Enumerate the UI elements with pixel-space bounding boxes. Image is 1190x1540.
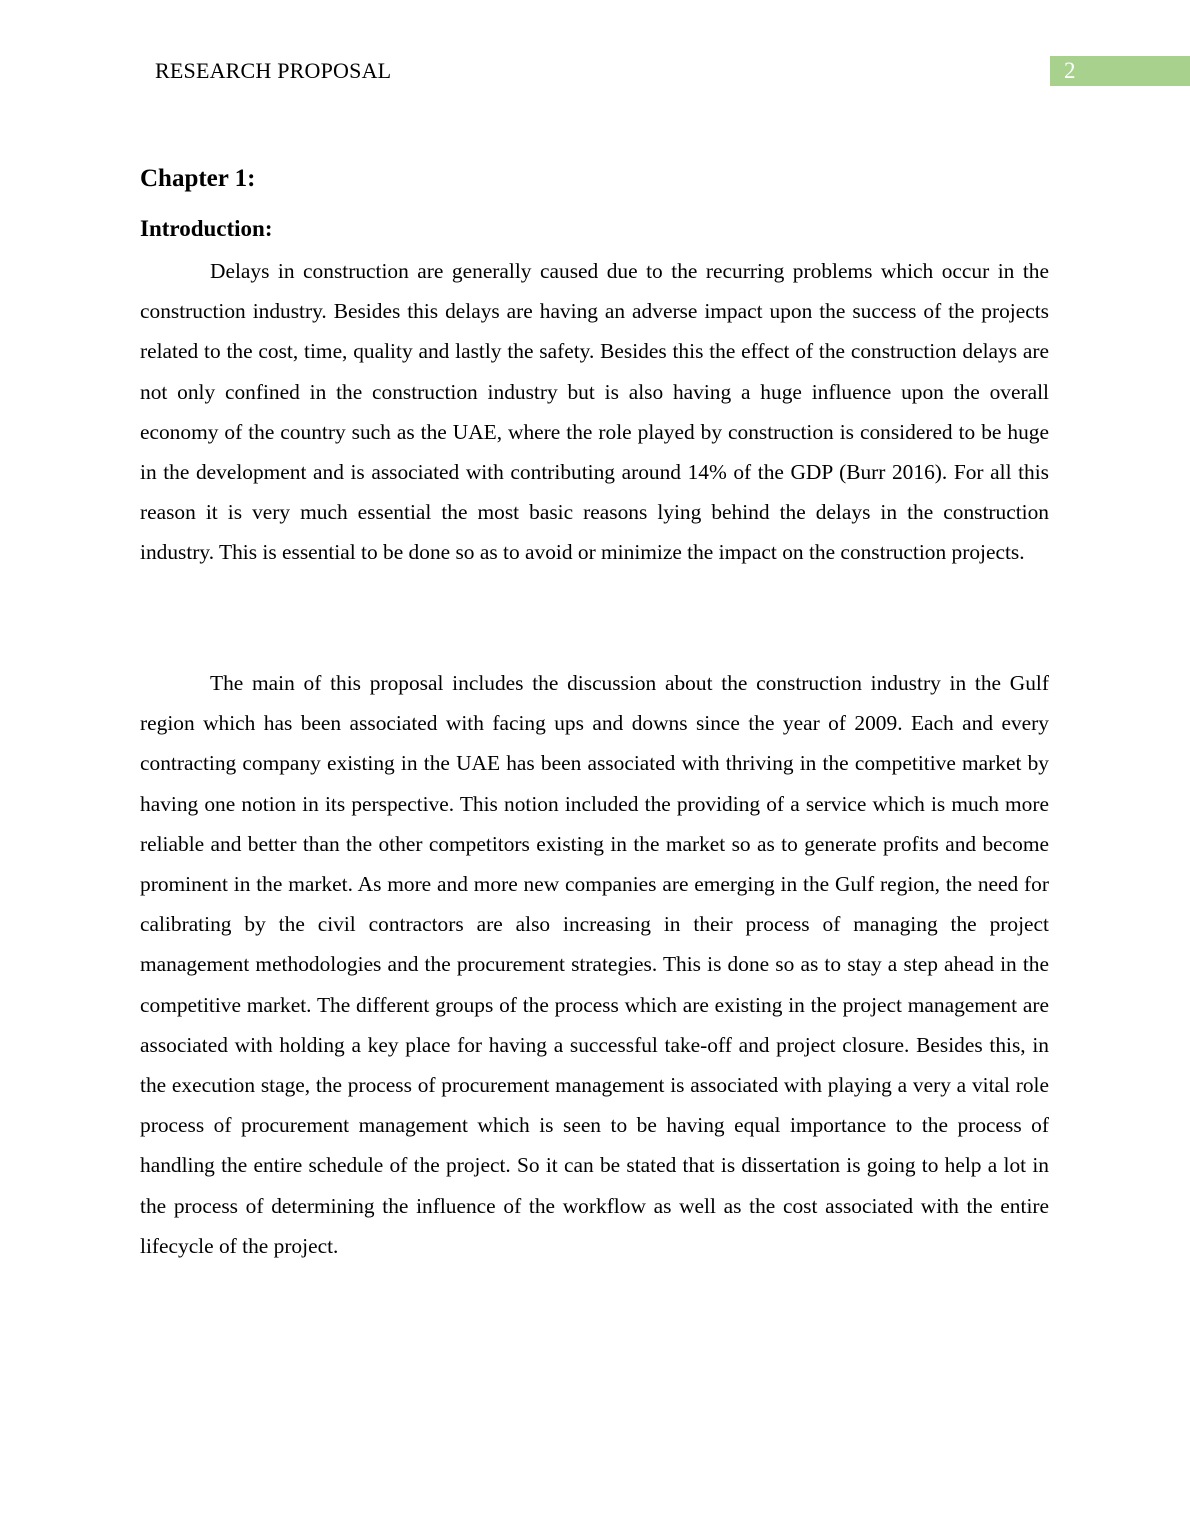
introduction-paragraph-2: The main of this proposal includes the discussion about the construction industry in the Gulf region which has been associated with facing ups and downs since the year of 2009. Each and every contracting company existing in the UAE has been associated with thriving in the competitive market by having one notion in its perspective. This notion included the providing of a service which is much more reliable and better than the other competitors existing in the market so as to generate profits and become prominent in the market. As more and more new companies are emerging in the Gulf region, the need for calibrating by the civil contractors are also increasing in their process of managing the project management methodologies and the procurement strategies. This is done so as to stay a step ahead in the competitive market. The different groups of the process which are existing in the project management are associated with holding a key place for having a successful take-off and project closure. Besides this, in the execution stage, the process of procurement management is associated with playing a very a vital role process of procurement management which is seen to be having equal importance to the process of handling the entire schedule of the project. So it can be stated that is dissertation is going to help a lot in the process of determining the influence of the workflow as well as the cost associated with the entire lifecycle of the project.	[140, 671, 1049, 1258]
section-title: Introduction:	[140, 216, 273, 241]
chapter-title: Chapter 1:	[140, 165, 256, 192]
page-number-box	[1050, 56, 1190, 86]
running-head: RESEARCH PROPOSAL	[155, 58, 392, 83]
introduction-paragraph-1: Delays in construction are generally caused due to the recurring problems which occur in the construction industry. Besides this delays are having an adverse impact upon the success of the projects related to the cost, time, quality and lastly the safety. Besides this the effect of the construction delays are not only confined in the construction industry but is also having a huge influence upon the overall economy of the country such as the UAE, where the role played by construction is considered to be huge in the development and is associated with contributing around 14% of the GDP (Burr 2016). For all this reason it is very much essential the most basic reasons lying behind the delays in the construction industry. This is essential to be done so as to avoid or minimize the impact on the construction projects.	[140, 259, 1049, 565]
page-number: 2	[1064, 58, 1076, 83]
